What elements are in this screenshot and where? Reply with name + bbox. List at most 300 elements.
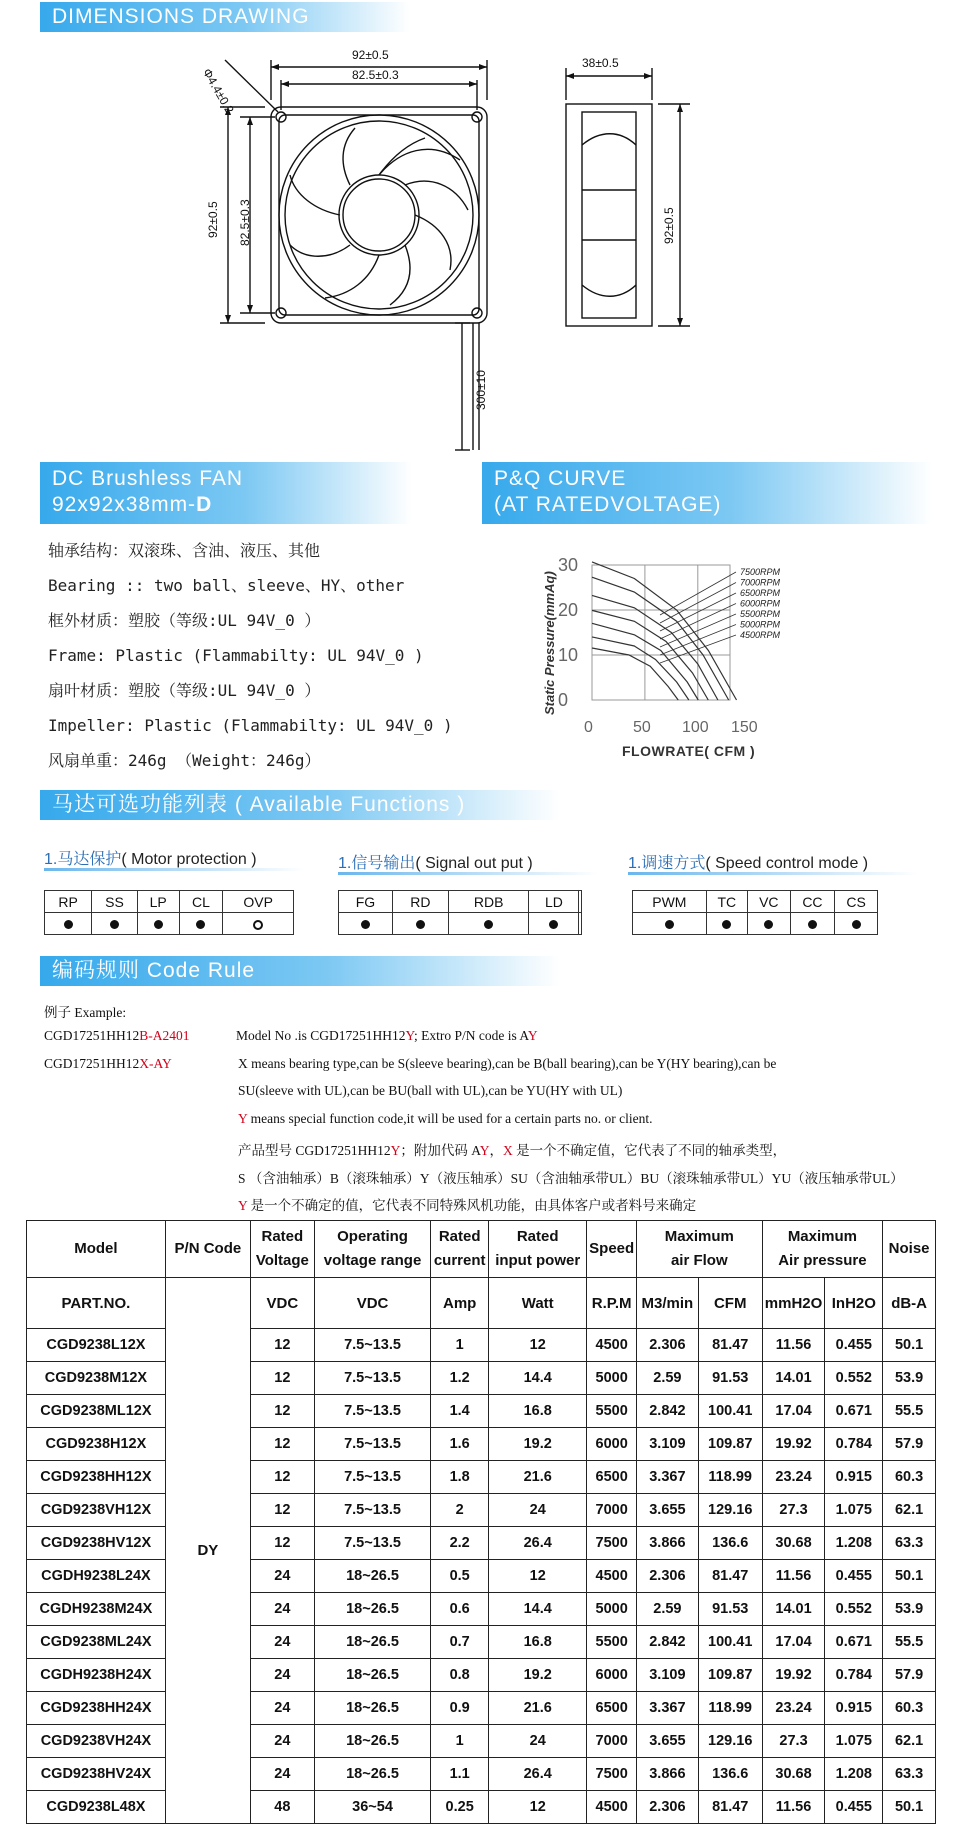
dim-92-side: 92±0.5 bbox=[662, 207, 676, 244]
value-cell: 0.455 bbox=[825, 1329, 883, 1362]
filled-dot-icon bbox=[416, 920, 425, 929]
value-cell: 18~26.5 bbox=[314, 1758, 431, 1791]
pq-chart-svg bbox=[530, 545, 950, 775]
value-cell: 50.1 bbox=[883, 1560, 936, 1593]
pq-series-label: 7500RPM bbox=[740, 567, 781, 577]
value-cell: 81.47 bbox=[698, 1791, 762, 1824]
value-cell: 12 bbox=[250, 1527, 314, 1560]
motor-col-cl: CL bbox=[179, 891, 223, 913]
speed-mark-2 bbox=[747, 913, 790, 935]
value-cell: 19.92 bbox=[762, 1428, 825, 1461]
value-cell: 57.9 bbox=[883, 1428, 936, 1461]
motor-protection-underline bbox=[44, 868, 304, 871]
value-cell: 109.87 bbox=[698, 1659, 762, 1692]
table-row bbox=[27, 1560, 936, 1593]
code-y-line: Y means special function code,it will be used for a certain parts no. or client. bbox=[238, 1111, 653, 1126]
spec-weight: 风扇单重：246g （Weight：246g） bbox=[48, 751, 321, 770]
table-row bbox=[27, 1527, 936, 1560]
signal-mark-3 bbox=[529, 913, 579, 935]
value-cell: 12 bbox=[250, 1329, 314, 1362]
value-cell: 100.41 bbox=[698, 1626, 762, 1659]
value-cell: 23.24 bbox=[762, 1461, 825, 1494]
spec-frame-en: Frame: Plastic (Flammabilty: UL 94V_0 ) bbox=[48, 646, 424, 665]
value-cell: 1.075 bbox=[825, 1494, 883, 1527]
value-cell: 50.1 bbox=[883, 1329, 936, 1362]
pn-code-cell: DY bbox=[165, 1278, 250, 1824]
value-cell: 30.68 bbox=[762, 1758, 825, 1791]
table-row bbox=[27, 1593, 936, 1626]
spec-bearing-en: Bearing :: two ball、sleeve、HY、other bbox=[48, 576, 405, 595]
pq-y-tick: 30 bbox=[558, 555, 579, 575]
value-cell: 0.915 bbox=[825, 1461, 883, 1494]
value-cell: 3.866 bbox=[636, 1527, 698, 1560]
value-cell: 14.01 bbox=[762, 1593, 825, 1626]
value-cell: 17.04 bbox=[762, 1626, 825, 1659]
value-cell: 0.25 bbox=[431, 1791, 489, 1824]
value-cell: 24 bbox=[489, 1725, 587, 1758]
speed-mark-4 bbox=[835, 913, 878, 935]
value-cell: 1.8 bbox=[431, 1461, 489, 1494]
code-example-1-desc: Model No .is CGD17251HH12Y; Extro P/N code is AY bbox=[236, 1028, 538, 1043]
value-cell: 19.2 bbox=[489, 1428, 587, 1461]
value-cell: 2 bbox=[431, 1494, 489, 1527]
value-cell: 81.47 bbox=[698, 1560, 762, 1593]
dimensions-banner bbox=[40, 2, 410, 32]
value-cell: 12 bbox=[489, 1791, 587, 1824]
value-cell: 2.2 bbox=[431, 1527, 489, 1560]
model-cell: CGD9238VH24X bbox=[27, 1725, 166, 1758]
value-cell: 1 bbox=[431, 1725, 489, 1758]
filled-dot-icon bbox=[808, 920, 817, 929]
model-cell: CGD9238HV24X bbox=[27, 1758, 166, 1791]
value-cell: 63.3 bbox=[883, 1527, 936, 1560]
value-cell: 26.4 bbox=[489, 1527, 587, 1560]
value-cell: 3.655 bbox=[636, 1494, 698, 1527]
value-cell: 0.671 bbox=[825, 1626, 883, 1659]
signal-mark-4 bbox=[579, 913, 582, 935]
unit-cell: M3/min bbox=[636, 1278, 698, 1329]
code-x-line2: SU(sleeve with UL),can be BU(ball with UL),can be YU(HY with UL) bbox=[238, 1083, 623, 1098]
signal-col-rd: RD bbox=[392, 891, 448, 913]
value-cell: 1.4 bbox=[431, 1395, 489, 1428]
code-cn-line2: S （含油轴承）B（滚珠轴承）Y（液压轴承）SU（含油轴承带UL）BU（滚珠轴承带UL）YU（液压轴承带UL） bbox=[238, 1171, 904, 1186]
speed-col-tc: TC bbox=[706, 891, 747, 913]
value-cell: 6500 bbox=[587, 1692, 637, 1725]
speed-control-table bbox=[632, 890, 878, 935]
signal-output-title: 1.信号输出( Signal out put ) bbox=[338, 855, 533, 872]
spec-table-units-row bbox=[27, 1278, 936, 1329]
filled-dot-icon bbox=[764, 920, 773, 929]
value-cell: 1.208 bbox=[825, 1758, 883, 1791]
value-cell: 18~26.5 bbox=[314, 1560, 431, 1593]
pq-series-label: 7000RPM bbox=[740, 577, 781, 588]
value-cell: 24 bbox=[250, 1593, 314, 1626]
filled-dot-icon bbox=[154, 920, 163, 929]
value-cell: 3.367 bbox=[636, 1461, 698, 1494]
value-cell: 2.59 bbox=[636, 1593, 698, 1626]
value-cell: 60.3 bbox=[883, 1461, 936, 1494]
table-row bbox=[27, 1791, 936, 1824]
value-cell: 12 bbox=[250, 1395, 314, 1428]
pq-title-line2: (AT RATEDVOLTAGE) bbox=[494, 493, 722, 516]
dim-92-top: 92±0.5 bbox=[352, 48, 389, 62]
pq-y-tick: 10 bbox=[558, 645, 579, 665]
filled-dot-icon bbox=[196, 920, 205, 929]
value-cell: 24 bbox=[489, 1494, 587, 1527]
speed-col-cc: CC bbox=[790, 891, 834, 913]
value-cell: 0.784 bbox=[825, 1428, 883, 1461]
value-cell: 7.5~13.5 bbox=[314, 1461, 431, 1494]
value-cell: 27.3 bbox=[762, 1725, 825, 1758]
table-row bbox=[27, 1461, 936, 1494]
value-cell: 2.842 bbox=[636, 1395, 698, 1428]
signal-col-ld: LD bbox=[529, 891, 579, 913]
dim-825-top: 82.5±0.3 bbox=[352, 68, 399, 82]
value-cell: 7.5~13.5 bbox=[314, 1527, 431, 1560]
value-cell: 4500 bbox=[587, 1560, 637, 1593]
filled-dot-icon bbox=[110, 920, 119, 929]
value-cell: 14.01 bbox=[762, 1362, 825, 1395]
code-rule-banner bbox=[40, 956, 560, 986]
value-cell: 55.5 bbox=[883, 1395, 936, 1428]
value-cell: 0.552 bbox=[825, 1362, 883, 1395]
value-cell: 21.6 bbox=[489, 1461, 587, 1494]
value-cell: 57.9 bbox=[883, 1659, 936, 1692]
fan-title-line1: DC Brushless FAN bbox=[52, 467, 244, 490]
value-cell: 136.6 bbox=[698, 1527, 762, 1560]
value-cell: 36~54 bbox=[314, 1791, 431, 1824]
value-cell: 11.56 bbox=[762, 1791, 825, 1824]
value-cell: 6000 bbox=[587, 1428, 637, 1461]
value-cell: 129.16 bbox=[698, 1725, 762, 1758]
value-cell: 5000 bbox=[587, 1362, 637, 1395]
table-row bbox=[27, 1692, 936, 1725]
model-cell: CGD9238HH24X bbox=[27, 1692, 166, 1725]
spec-list bbox=[48, 533, 478, 778]
value-cell: 129.16 bbox=[698, 1494, 762, 1527]
spec-table bbox=[26, 1220, 936, 1824]
unit-cell: PART.NO. bbox=[27, 1278, 166, 1329]
value-cell: 0.915 bbox=[825, 1692, 883, 1725]
filled-dot-icon bbox=[722, 920, 731, 929]
value-cell: 7.5~13.5 bbox=[314, 1395, 431, 1428]
value-cell: 11.56 bbox=[762, 1329, 825, 1362]
value-cell: 55.5 bbox=[883, 1626, 936, 1659]
value-cell: 2.306 bbox=[636, 1560, 698, 1593]
value-cell: 12 bbox=[250, 1428, 314, 1461]
value-cell: 0.5 bbox=[431, 1560, 489, 1593]
value-cell: 6500 bbox=[587, 1461, 637, 1494]
dim-lead: 300±10 bbox=[474, 370, 488, 410]
pq-series-label: 5500RPM bbox=[740, 609, 781, 619]
model-cell: CGDH9238L24X bbox=[27, 1560, 166, 1593]
fan-title-line2 bbox=[52, 492, 412, 518]
model-cell: CGD9238HV12X bbox=[27, 1527, 166, 1560]
dimensions-title: DIMENSIONS DRAWING bbox=[52, 5, 310, 28]
pq-x-tick: 150 bbox=[731, 719, 758, 736]
model-cell: CGD9238H12X bbox=[27, 1428, 166, 1461]
value-cell: 118.99 bbox=[698, 1461, 762, 1494]
pq-plot-frame bbox=[592, 565, 730, 700]
value-cell: 1.208 bbox=[825, 1527, 883, 1560]
unit-cell: mmH2O bbox=[762, 1278, 825, 1329]
functions-title: 马达可选功能列表 ( Available Functions ) bbox=[52, 793, 466, 816]
pq-xlabel: FLOWRATE( CFM ) bbox=[622, 743, 756, 759]
unit-cell: Watt bbox=[489, 1278, 587, 1329]
code-x-line1: X means bearing type,can be S(sleeve bearing),can be B(ball bearing),can be Y(HY bearing),can be bbox=[238, 1056, 777, 1071]
value-cell: 26.4 bbox=[489, 1758, 587, 1791]
value-cell: 5000 bbox=[587, 1593, 637, 1626]
table-row bbox=[27, 1659, 936, 1692]
value-cell: 0.784 bbox=[825, 1659, 883, 1692]
value-cell: 14.4 bbox=[489, 1362, 587, 1395]
value-cell: 62.1 bbox=[883, 1725, 936, 1758]
unit-cell: R.P.M bbox=[587, 1278, 637, 1329]
pq-series-label: 5000RPM bbox=[740, 619, 781, 630]
value-cell: 91.53 bbox=[698, 1593, 762, 1626]
value-cell: 0.6 bbox=[431, 1593, 489, 1626]
value-cell: 0.455 bbox=[825, 1791, 883, 1824]
motor-mark-2 bbox=[137, 913, 179, 935]
signal-col-fg: FG bbox=[339, 891, 393, 913]
value-cell: 118.99 bbox=[698, 1692, 762, 1725]
unit-cell: dB-A bbox=[883, 1278, 936, 1329]
model-cell: CGD9238L12X bbox=[27, 1329, 166, 1362]
value-cell: 12 bbox=[489, 1560, 587, 1593]
unit-cell: VDC bbox=[250, 1278, 314, 1329]
value-cell: 3.655 bbox=[636, 1725, 698, 1758]
speed-control-underline bbox=[628, 872, 918, 875]
spec-bearing-cn: 轴承结构：双滚珠、含油、液压、其他 bbox=[48, 541, 321, 560]
value-cell: 1.6 bbox=[431, 1428, 489, 1461]
motor-col-rp: RP bbox=[45, 891, 92, 913]
value-cell: 7000 bbox=[587, 1494, 637, 1527]
signal-mark-0 bbox=[339, 913, 393, 935]
hdr-rated-current: Rated current bbox=[431, 1221, 489, 1278]
model-cell: CGDH9238H24X bbox=[27, 1659, 166, 1692]
table-row bbox=[27, 1758, 936, 1791]
value-cell: 11.56 bbox=[762, 1560, 825, 1593]
value-cell: 6000 bbox=[587, 1659, 637, 1692]
value-cell: 7.5~13.5 bbox=[314, 1494, 431, 1527]
pq-series-5000rpm bbox=[592, 637, 689, 700]
table-row bbox=[27, 1395, 936, 1428]
functions-banner bbox=[40, 790, 560, 820]
pq-series-7500rpm bbox=[592, 562, 737, 700]
value-cell: 48 bbox=[250, 1791, 314, 1824]
code-example-label: 例子 Example: bbox=[44, 1005, 127, 1020]
model-cell: CGD9238HH12X bbox=[27, 1461, 166, 1494]
value-cell: 7000 bbox=[587, 1725, 637, 1758]
pq-x-tick: 50 bbox=[633, 719, 651, 736]
value-cell: 30.68 bbox=[762, 1527, 825, 1560]
value-cell: 18~26.5 bbox=[314, 1593, 431, 1626]
value-cell: 0.671 bbox=[825, 1395, 883, 1428]
filled-dot-icon bbox=[549, 920, 558, 929]
table-row bbox=[27, 1626, 936, 1659]
value-cell: 7.5~13.5 bbox=[314, 1428, 431, 1461]
motor-col-lp: LP bbox=[137, 891, 179, 913]
fan-title-size: 92x92x38mm- bbox=[52, 493, 197, 516]
speed-mark-1 bbox=[706, 913, 747, 935]
table-row bbox=[27, 1725, 936, 1758]
value-cell: 91.53 bbox=[698, 1362, 762, 1395]
signal-mark-2 bbox=[448, 913, 529, 935]
value-cell: 0.455 bbox=[825, 1560, 883, 1593]
model-cell: CGD9238VH12X bbox=[27, 1494, 166, 1527]
value-cell: 24 bbox=[250, 1725, 314, 1758]
dim-825-left: 82.5±0.3 bbox=[238, 199, 252, 246]
motor-mark-3 bbox=[179, 913, 223, 935]
spec-impeller-cn: 扇叶材质：塑胶（等级:UL 94V_0 ） bbox=[48, 681, 321, 700]
value-cell: 60.3 bbox=[883, 1692, 936, 1725]
value-cell: 7500 bbox=[587, 1527, 637, 1560]
table-row bbox=[27, 1494, 936, 1527]
spec-impeller-en: Impeller: Plastic (Flammabilty: UL 94V_0 ) bbox=[48, 716, 453, 735]
value-cell: 18~26.5 bbox=[314, 1692, 431, 1725]
motor-protection-table bbox=[44, 890, 294, 935]
motor-mark-4 bbox=[223, 913, 294, 935]
speed-col-pwm: PWM bbox=[633, 891, 707, 913]
signal-output-table bbox=[338, 890, 582, 935]
dim-38: 38±0.5 bbox=[582, 56, 619, 70]
value-cell: 2.306 bbox=[636, 1329, 698, 1362]
value-cell: 3.367 bbox=[636, 1692, 698, 1725]
pq-x-tick: 0 bbox=[584, 719, 593, 736]
dim-hole: Φ4.4±0.2 bbox=[199, 66, 237, 116]
signal-output-underline bbox=[338, 872, 598, 875]
value-cell: 12 bbox=[250, 1494, 314, 1527]
model-cell: CGD9238L48X bbox=[27, 1791, 166, 1824]
speed-col-vc: VC bbox=[747, 891, 790, 913]
unit-cell: InH2O bbox=[825, 1278, 883, 1329]
fan-banner bbox=[40, 462, 412, 524]
code-example-1: CGD17251HH12B-A2401 bbox=[44, 1028, 190, 1043]
dim-92-left: 92±0.5 bbox=[206, 201, 220, 238]
value-cell: 7500 bbox=[587, 1758, 637, 1791]
filled-dot-icon bbox=[852, 920, 861, 929]
hdr-noise: Noise bbox=[883, 1221, 936, 1278]
value-cell: 109.87 bbox=[698, 1428, 762, 1461]
value-cell: 100.41 bbox=[698, 1395, 762, 1428]
motor-col-ss: SS bbox=[92, 891, 137, 913]
value-cell: 14.4 bbox=[489, 1593, 587, 1626]
pq-series-label: 6500RPM bbox=[740, 588, 781, 598]
motor-protection-title: 1.马达保护( Motor protection ) bbox=[44, 851, 257, 868]
value-cell: 24 bbox=[250, 1560, 314, 1593]
value-cell: 63.3 bbox=[883, 1758, 936, 1791]
hdr-max-pressure: Maximum Air pressure bbox=[762, 1221, 883, 1278]
speed-mark-0 bbox=[633, 913, 707, 935]
value-cell: 50.1 bbox=[883, 1791, 936, 1824]
value-cell: 4500 bbox=[587, 1329, 637, 1362]
value-cell: 18~26.5 bbox=[314, 1659, 431, 1692]
value-cell: 3.109 bbox=[636, 1659, 698, 1692]
value-cell: 7.5~13.5 bbox=[314, 1362, 431, 1395]
value-cell: 21.6 bbox=[489, 1692, 587, 1725]
value-cell: 5500 bbox=[587, 1395, 637, 1428]
model-cell: CGD9238ML12X bbox=[27, 1395, 166, 1428]
code-example-2: CGD17251HH12X-AY bbox=[44, 1056, 172, 1071]
signal-mark-1 bbox=[392, 913, 448, 935]
value-cell: 17.04 bbox=[762, 1395, 825, 1428]
speed-control-title: 1.调速方式( Speed control mode ) bbox=[628, 855, 869, 872]
pq-x-tick: 100 bbox=[682, 719, 709, 736]
hdr-rated-power: Rated input power bbox=[489, 1221, 587, 1278]
pq-chart bbox=[530, 545, 950, 775]
unit-cell: Amp bbox=[431, 1278, 489, 1329]
fan-title-suffix: D bbox=[196, 493, 213, 516]
value-cell: 0.8 bbox=[431, 1659, 489, 1692]
value-cell: 18~26.5 bbox=[314, 1725, 431, 1758]
hdr-operating-range: Operating voltage range bbox=[314, 1221, 431, 1278]
value-cell: 81.47 bbox=[698, 1329, 762, 1362]
table-row bbox=[27, 1362, 936, 1395]
value-cell: 12 bbox=[250, 1362, 314, 1395]
value-cell: 7.5~13.5 bbox=[314, 1329, 431, 1362]
value-cell: 18~26.5 bbox=[314, 1626, 431, 1659]
value-cell: 1.2 bbox=[431, 1362, 489, 1395]
value-cell: 1.1 bbox=[431, 1758, 489, 1791]
value-cell: 19.2 bbox=[489, 1659, 587, 1692]
code-cn-line3: Y 是一个不确定的值，它代表不同特殊风机功能，由具体客户或者料号来确定 bbox=[238, 1198, 697, 1213]
value-cell: 62.1 bbox=[883, 1494, 936, 1527]
table-row bbox=[27, 1329, 936, 1362]
value-cell: 2.842 bbox=[636, 1626, 698, 1659]
value-cell: 2.59 bbox=[636, 1362, 698, 1395]
pq-y-tick: 20 bbox=[558, 600, 579, 620]
motor-mark-1 bbox=[92, 913, 137, 935]
value-cell: 0.7 bbox=[431, 1626, 489, 1659]
value-cell: 12 bbox=[250, 1461, 314, 1494]
value-cell: 24 bbox=[250, 1692, 314, 1725]
speed-col-cs: CS bbox=[835, 891, 878, 913]
value-cell: 0.552 bbox=[825, 1593, 883, 1626]
model-cell: CGD9238ML24X bbox=[27, 1626, 166, 1659]
table-row bbox=[27, 1428, 936, 1461]
value-cell: 5500 bbox=[587, 1626, 637, 1659]
model-cell: CGDH9238M24X bbox=[27, 1593, 166, 1626]
value-cell: 24 bbox=[250, 1659, 314, 1692]
unit-cell: VDC bbox=[314, 1278, 431, 1329]
value-cell: 53.9 bbox=[883, 1362, 936, 1395]
code-rule-title: 编码规则 Code Rule bbox=[52, 959, 256, 982]
unit-cell: CFM bbox=[698, 1278, 762, 1329]
signal-col-blank bbox=[579, 891, 582, 913]
filled-dot-icon bbox=[665, 920, 674, 929]
pq-series-label: 4500RPM bbox=[740, 630, 781, 640]
value-cell: 1 bbox=[431, 1329, 489, 1362]
model-cell: CGD9238M12X bbox=[27, 1362, 166, 1395]
value-cell: 16.8 bbox=[489, 1395, 587, 1428]
value-cell: 23.24 bbox=[762, 1692, 825, 1725]
pq-series-label: 6000RPM bbox=[740, 598, 781, 609]
pq-ylabel: Static Pressure(mmAq) bbox=[542, 571, 557, 715]
motor-col-ovp: OVP bbox=[223, 891, 294, 913]
hdr-pn-code: P/N Code bbox=[165, 1221, 250, 1278]
pq-y-tick: 0 bbox=[558, 690, 569, 710]
hdr-rated-voltage: Rated Voltage bbox=[250, 1221, 314, 1278]
value-cell: 136.6 bbox=[698, 1758, 762, 1791]
signal-col-rdb: RDB bbox=[448, 891, 529, 913]
motor-mark-0 bbox=[45, 913, 92, 935]
value-cell: 53.9 bbox=[883, 1593, 936, 1626]
value-cell: 4500 bbox=[587, 1791, 637, 1824]
filled-dot-icon bbox=[361, 920, 370, 929]
hollow-dot-icon bbox=[253, 920, 263, 930]
filled-dot-icon bbox=[64, 920, 73, 929]
spec-table-header bbox=[27, 1221, 936, 1278]
